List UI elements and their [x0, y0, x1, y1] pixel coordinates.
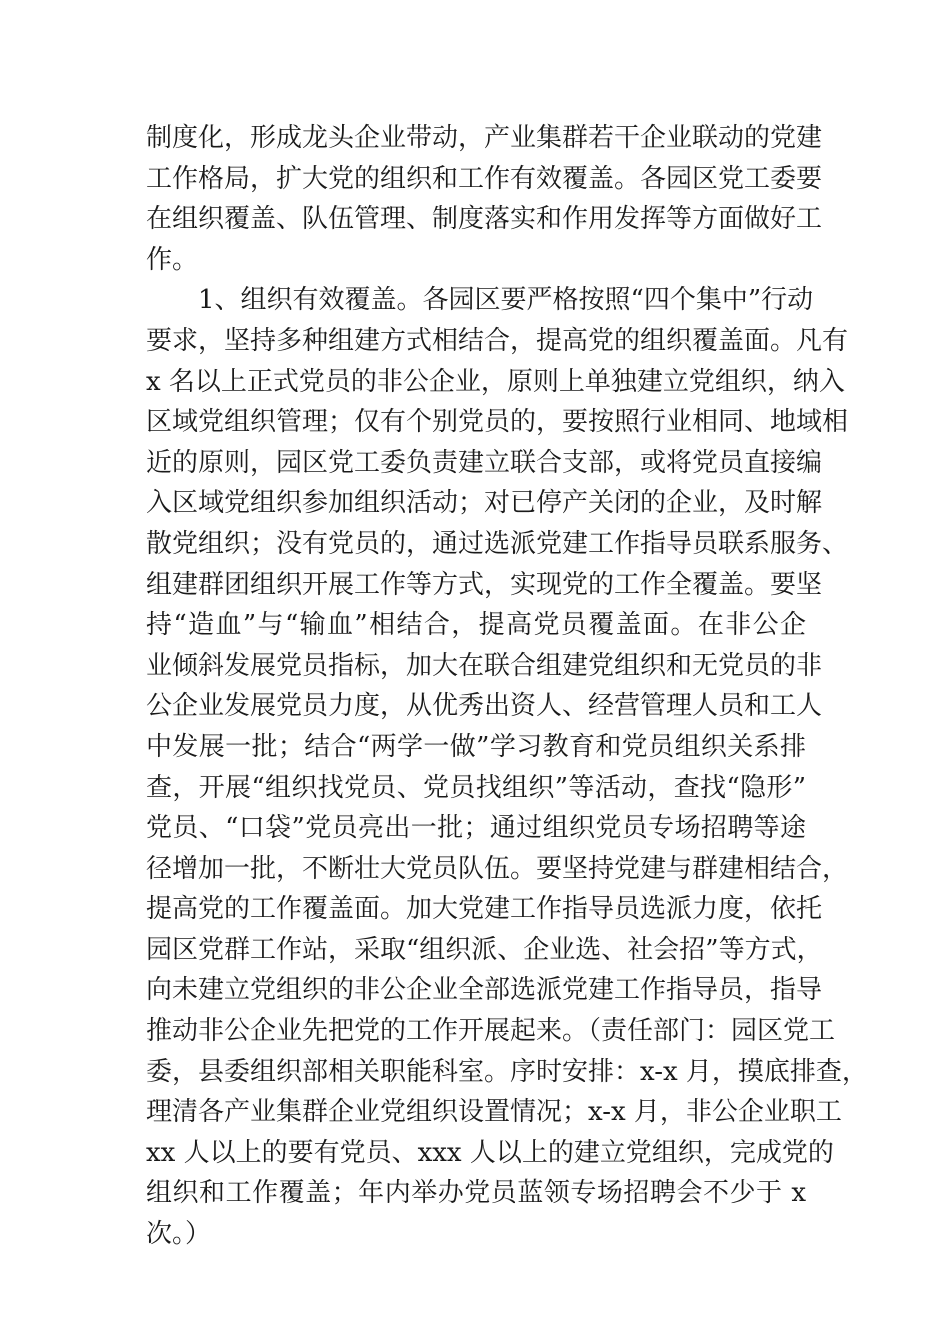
text-line: 向未建立党组织的非公企业全部选派党建工作指导员，指导 [146, 975, 823, 1006]
text-line: 中发展一批；结合“两学一做”学习教育和党员组织关系排 [146, 731, 806, 762]
text-line: 作。 [146, 244, 199, 275]
text-line: 查，开展“组织找党员、党员找组织”等活动，查找“隐形” [146, 772, 806, 803]
paragraph [146, 118, 823, 280]
text-line: 公企业发展党员力度，从优秀出资人、经营管理人员和工人 [146, 691, 823, 722]
text-line: 党员、“口袋”党员亮出一批；通过组织党员专场招聘等途 [146, 813, 806, 844]
text-line: 近的原则，园区党工委负责建立联合支部，或将党员直接编 [146, 447, 823, 478]
text-line: 径增加一批，不断壮大党员队伍。要坚持党建与群建相结合， [146, 853, 849, 884]
text-line: 业倾斜发展党员指标，加大在联合组建党组织和无党员的非 [146, 650, 823, 681]
text-line: 在组织覆盖、队伍管理、制度落实和作用发挥等方面做好工 [146, 204, 823, 235]
text-line: 组建群团组织开展工作等方式，实现党的工作全覆盖。要坚 [146, 569, 823, 600]
text-line: 园区党群工作站，采取“组织派、企业选、社会招”等方式， [146, 934, 823, 965]
text-line: 要求，坚持多种组建方式相结合，提高党的组织覆盖面。凡有 [146, 325, 849, 356]
text-line: 持“造血”与“输血”相结合，提高党员覆盖面。在非公企 [146, 610, 806, 641]
text-line: 组织和工作覆盖；年内举办党员蓝领专场招聘会不少于 x [146, 1178, 806, 1209]
text-line: 1、组织有效覆盖。各园区要严格按照“四个集中”行动 [198, 285, 814, 316]
text-line: 推动非公企业先把党的工作开展起来。（责任部门：园区党工 [146, 1016, 836, 1047]
text-line: 工作格局，扩大党的组织和工作有效覆盖。各园区党工委要 [146, 163, 823, 194]
text-line: 提高党的工作覆盖面。加大党建工作指导员选派力度，依托 [146, 894, 823, 925]
text-line: 制度化，形成龙头企业带动，产业集群若干企业联动的党建 [146, 123, 823, 153]
text-line: 理清各产业集群企业党组织设置情况；x-x 月，非公企业职工 [146, 1097, 842, 1128]
text-line: 入区域党组织参加组织活动；对已停产关闭的企业，及时解 [146, 488, 823, 519]
text-line: 区域党组织管理；仅有个别党员的，要按照行业相同、地域相 [146, 407, 849, 438]
text-line: 委，县委组织部相关职能科室。序时安排：x-x 月，摸底排查， [146, 1056, 868, 1087]
text-line: xx 人以上的要有党员、xxx 人以上的建立党组织，完成党的 [146, 1137, 834, 1168]
document-body [146, 118, 868, 1255]
text-line: x 名以上正式党员的非公企业，原则上单独建立党组织，纳入 [146, 366, 845, 397]
paragraph [146, 280, 868, 1254]
text-line: 次。） [146, 1219, 212, 1250]
text-line: 散党组织；没有党员的，通过选派党建工作指导员联系服务、 [146, 528, 849, 559]
